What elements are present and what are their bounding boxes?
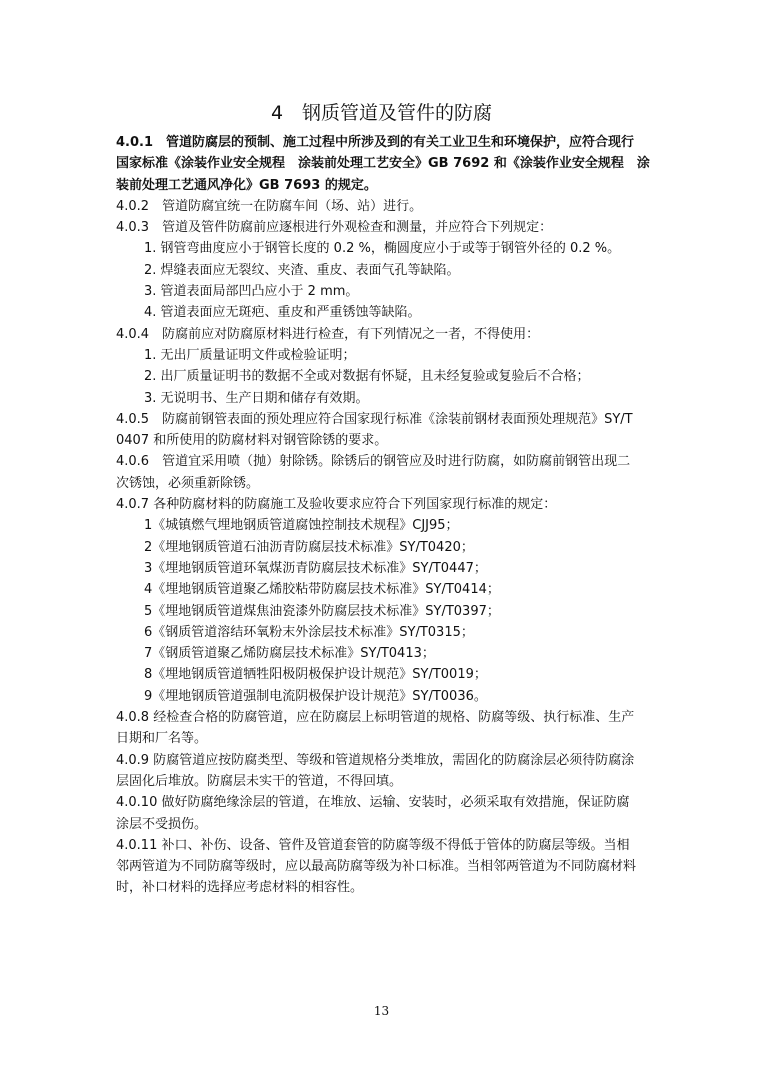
- text-line: 4《埋地钢质管道聚乙烯胶粘带防腐层技术标准》SY/T0414；: [144, 582, 500, 598]
- text-line: 4. 管道表面应无斑疤、重皮和严重锈蚀等缺陷。: [144, 305, 421, 321]
- text-line: 日期和厂名等。: [116, 731, 208, 747]
- text-line: 6《钢质管道溶结环氧粉末外涂层技术标准》SY/T0315；: [144, 624, 474, 640]
- section-title: 4 钢质管道及管件的防腐: [270, 102, 493, 124]
- text-line: 邻两管道为不同防腐等级时，应以最高防腐等级为补口标准。当相邻两管道为不同防腐材料: [116, 859, 637, 875]
- text-line: 国家标准《涂装作业安全规程 涂装前处理工艺安全》GB 7692 和《涂装作业安全规程 涂: [116, 156, 650, 172]
- text-line: 时，补口材料的选择应考虑材料的相容性。: [116, 880, 364, 896]
- text-line: 4.0.4 防腐前应对防腐原材料进行检查，有下列情况之一者，不得使用：: [116, 326, 540, 342]
- text-line: 3. 无说明书、生产日期和储存有效期。: [144, 390, 369, 406]
- text-line: 1《城镇燃气埋地钢质管道腐蚀控制技术规程》CJJ95；: [144, 518, 459, 534]
- text-line: 9《埋地钢质管道强制电流阴极保护设计规范》SY/T0036。: [144, 688, 487, 704]
- text-line: 4.0.9 防腐管道应按防腐类型、等级和管道规格分类堆放，需固化的防腐涂层必须待防腐涂: [116, 752, 635, 768]
- text-line: 2. 焊缝表面应无裂纹、夹渣、重皮、表面气孔等缺陷。: [144, 262, 460, 278]
- text-line: 4.0.1 管道防腐层的预制、施工过程中所涉及到的有关工业卫生和环境保护，应符合现行: [116, 135, 635, 150]
- text-line: 0407 和所使用的防腐材料对钢管除锈的要求。: [116, 433, 388, 449]
- text-line: 1. 钢管弯曲度应小于钢管长度的 0.2 %，椭圆度应小于或等于钢管外径的 0.2 %。: [144, 241, 621, 257]
- text-line: 7《钢质管道聚乙烯防腐层技术标准》SY/T0413；: [144, 646, 435, 662]
- text-line: 2. 出厂质量证明书的数据不全或对数据有怀疑，且未经复验或复验后不合格；: [144, 369, 590, 385]
- text-line: 2《埋地钢质管道石油沥青防腐层技术标准》SY/T0420；: [144, 539, 474, 555]
- text-line: 4.0.3 管道及管件防腐前应逐根进行外观检查和测量，并应符合下列规定：: [116, 220, 553, 236]
- text-line: 装前处理工艺通风净化》GB 7693 的规定。: [116, 177, 377, 193]
- text-line: 4.0.10 做好防腐绝缘涂层的管道，在堆放、运输、安装时，必须采取有效措施，保证防腐: [116, 795, 630, 811]
- page-number: 13: [373, 1004, 390, 1018]
- text-line: 4.0.7 各种防腐材料的防腐施工及验收要求应符合下列国家现行标准的规定：: [116, 497, 557, 513]
- text-line: 4.0.2 管道防腐宜统一在防腐车间（场、站）进行。: [116, 198, 423, 214]
- text-line: 4.0.5 防腐前钢管表面的预处理应符合国家现行标准《涂装前钢材表面预处理规范》SY/T: [116, 411, 633, 427]
- text-line: 3《埋地钢质管道环氧煤沥青防腐层技术标准》SY/T0447；: [144, 560, 487, 576]
- text-line: 4.0.8 经检查合格的防腐管道，应在防腐层上标明管道的规格、防腐等级、执行标准、生产: [116, 710, 635, 726]
- section-body: [116, 132, 654, 899]
- text-line: 次锈蚀，必须重新除锈。: [116, 475, 260, 491]
- text-line: 4.0.11 补口、补伤、设备、管件及管道套管的防腐等级不得低于管体的防腐层等级。当相: [116, 837, 630, 853]
- text-line: 8《埋地钢质管道牺牲阳极阴极保护设计规范》SY/T0019；: [144, 667, 487, 683]
- text-line: 层固化后堆放。防腐层未实干的管道，不得回填。: [116, 773, 403, 789]
- text-line: 3. 管道表面局部凹凸应小于 2 mm。: [144, 284, 359, 300]
- text-line: 1. 无出厂质量证明文件或检验证明；: [144, 347, 356, 363]
- text-line: 4.0.6 管道宜采用喷（抛）射除锈。除锈后的钢管应及时进行防腐，如防腐前钢管出现二: [116, 454, 631, 470]
- text-line: 涂层不受损伤。: [116, 816, 208, 832]
- text-line: 5《埋地钢质管道煤焦油瓷漆外防腐层技术标准》SY/T0397；: [144, 603, 500, 619]
